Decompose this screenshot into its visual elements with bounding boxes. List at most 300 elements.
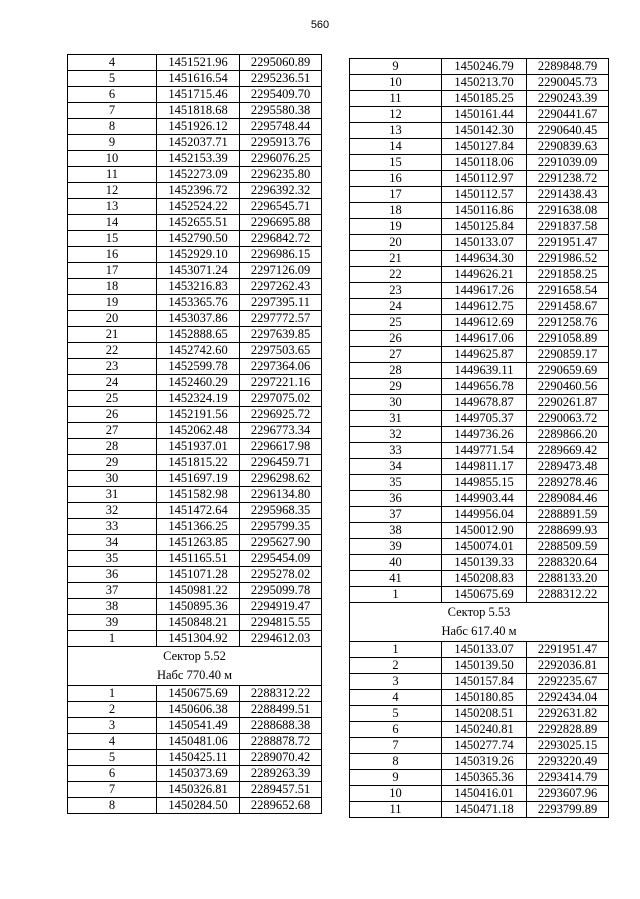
coord-x: 1451815.22 [157,455,240,471]
table-row [68,71,322,87]
table-row [350,722,609,738]
coord-x: 1449617.06 [442,331,527,347]
point-number: 1 [350,587,442,603]
coord-x: 1451263.85 [157,535,240,551]
coord-x: 1450125.84 [442,219,527,235]
coord-y: 2295454.09 [240,551,322,567]
coord-x: 1451715.46 [157,87,240,103]
table-row [68,87,322,103]
coord-x: 1449678.87 [442,395,527,411]
table-row [68,702,322,718]
point-number: 20 [350,235,442,251]
coord-x: 1451818.68 [157,103,240,119]
point-number: 36 [350,491,442,507]
sector-height-row [68,666,322,686]
table-row [68,55,322,71]
table-row [350,786,609,802]
coord-y: 2288509.59 [527,539,609,555]
point-number: 17 [68,263,157,279]
page-number: 560 [310,19,330,31]
coord-x: 1449771.54 [442,443,527,459]
coord-x: 1449705.37 [442,411,527,427]
sector-title: Сектор 5.52 [68,647,322,667]
coord-y: 2289866.20 [527,427,609,443]
point-number: 39 [350,539,442,555]
sector-height: Набс 617.40 м [350,622,609,642]
coord-x: 1452929.10 [157,247,240,263]
coord-y: 2289263.39 [240,766,322,782]
coord-y: 2291458.67 [527,299,609,315]
coord-y: 2296773.34 [240,423,322,439]
coord-y: 2289669.42 [527,443,609,459]
coord-y: 2297126.09 [240,263,322,279]
coord-x: 1449811.17 [442,459,527,475]
point-number: 22 [350,267,442,283]
coord-y: 2289473.48 [527,459,609,475]
point-number: 39 [68,615,157,631]
coord-y: 2294919.47 [240,599,322,615]
coord-x: 1450112.57 [442,187,527,203]
coord-x: 1450139.50 [442,658,527,674]
coord-x: 1452062.48 [157,423,240,439]
coord-y: 2290045.73 [527,75,609,91]
coord-y: 2289278.46 [527,475,609,491]
coord-x: 1452742.60 [157,343,240,359]
point-number: 17 [350,187,442,203]
point-number: 14 [68,215,157,231]
table-row [68,263,322,279]
coord-y: 2288688.38 [240,718,322,734]
coord-y: 2288320.64 [527,555,609,571]
coord-x: 1450365.36 [442,770,527,786]
point-number: 31 [68,487,157,503]
coord-x: 1450012.90 [442,523,527,539]
point-number: 23 [68,359,157,375]
point-number: 24 [350,299,442,315]
coord-y: 2291238.72 [527,171,609,187]
table-row [350,363,609,379]
coord-x: 1452396.72 [157,183,240,199]
coord-x: 1452273.09 [157,167,240,183]
point-number: 10 [350,75,442,91]
coord-x: 1450112.97 [442,171,527,187]
coord-x: 1450185.25 [442,91,527,107]
coord-y: 2295060.89 [240,55,322,71]
coord-x: 1453037.86 [157,311,240,327]
point-number: 9 [350,770,442,786]
left-sector-header [68,647,322,686]
coord-y: 2294815.55 [240,615,322,631]
coord-y: 2296545.71 [240,199,322,215]
coord-y: 2292631.82 [527,706,609,722]
coord-y: 2293414.79 [527,770,609,786]
table-row [350,91,609,107]
table-row [350,107,609,123]
point-number: 3 [68,718,157,734]
table-row [68,423,322,439]
table-row [68,183,322,199]
coord-y: 2297503.65 [240,343,322,359]
right-sector-header [350,603,609,642]
point-number: 33 [68,519,157,535]
table-row [68,503,322,519]
table-row [350,658,609,674]
coord-x: 1451937.01 [157,439,240,455]
table-row [350,475,609,491]
point-number: 6 [350,722,442,738]
coord-x: 1450425.11 [157,750,240,766]
coord-y: 2288312.22 [527,587,609,603]
coord-x: 1450208.51 [442,706,527,722]
table-row [68,407,322,423]
coord-x: 1450142.30 [442,123,527,139]
coord-y: 2297221.16 [240,375,322,391]
table-row [68,215,322,231]
table-row [68,798,322,814]
point-number: 27 [350,347,442,363]
table-row [350,235,609,251]
point-number: 29 [350,379,442,395]
coord-y: 2290839.63 [527,139,609,155]
coord-x: 1449956.04 [442,507,527,523]
coord-x: 1452153.39 [157,151,240,167]
point-number: 11 [68,167,157,183]
table-row [350,427,609,443]
point-number: 29 [68,455,157,471]
point-number: 8 [350,754,442,770]
point-number: 3 [350,674,442,690]
point-number: 24 [68,375,157,391]
coord-x: 1451521.96 [157,55,240,71]
right-table-block-1 [350,59,609,603]
table-row [68,631,322,647]
table-row [68,686,322,702]
coord-x: 1453365.76 [157,295,240,311]
coord-y: 2295913.76 [240,135,322,151]
coord-x: 1452655.51 [157,215,240,231]
table-row [350,139,609,155]
coord-y: 2290063.72 [527,411,609,427]
sector-title: Сектор 5.53 [350,603,609,623]
coord-x: 1450284.50 [157,798,240,814]
point-number: 41 [350,571,442,587]
table-row [350,507,609,523]
table-row [68,766,322,782]
table-row [68,455,322,471]
point-number: 18 [68,279,157,295]
coord-y: 2295627.90 [240,535,322,551]
point-number: 32 [350,427,442,443]
table-row [68,519,322,535]
table-row [68,119,322,135]
coord-x: 1450161.44 [442,107,527,123]
coord-x: 1450416.01 [442,786,527,802]
table-row [350,315,609,331]
coord-x: 1452790.50 [157,231,240,247]
point-number: 21 [350,251,442,267]
table-row [68,295,322,311]
point-number: 6 [68,766,157,782]
point-number: 38 [350,523,442,539]
coord-x: 1450373.69 [157,766,240,782]
coord-y: 2296695.88 [240,215,322,231]
point-number: 15 [350,155,442,171]
coord-x: 1450981.22 [157,583,240,599]
table-row [350,770,609,786]
table-row [350,219,609,235]
coord-x: 1450541.49 [157,718,240,734]
point-number: 34 [68,535,157,551]
coord-x: 1450895.36 [157,599,240,615]
point-number: 31 [350,411,442,427]
point-number: 23 [350,283,442,299]
point-number: 4 [350,690,442,706]
table-row [350,587,609,603]
table-row [350,706,609,722]
coord-y: 2288878.72 [240,734,322,750]
coord-y: 2288499.51 [240,702,322,718]
coord-y: 2290261.87 [527,395,609,411]
point-number: 33 [350,443,442,459]
coord-y: 2290640.45 [527,123,609,139]
table-row [68,615,322,631]
table-row [350,203,609,219]
point-number: 26 [350,331,442,347]
coord-x: 1452324.19 [157,391,240,407]
coord-y: 2288699.93 [527,523,609,539]
coord-x: 1450180.85 [442,690,527,706]
table-row [350,267,609,283]
coord-y: 2290859.17 [527,347,609,363]
table-row [350,299,609,315]
coord-x: 1450133.07 [442,642,527,658]
coord-y: 2295968.35 [240,503,322,519]
coord-y: 2288133.20 [527,571,609,587]
coord-x: 1451472.64 [157,503,240,519]
coord-x: 1450277.74 [442,738,527,754]
table-row [68,439,322,455]
point-number: 15 [68,231,157,247]
point-number: 30 [350,395,442,411]
table-row [68,135,322,151]
coord-x: 1451165.51 [157,551,240,567]
table-row [350,555,609,571]
coord-x: 1450157.84 [442,674,527,690]
point-number: 16 [68,247,157,263]
coord-x: 1449855.15 [442,475,527,491]
coord-x: 1450139.33 [442,555,527,571]
coord-y: 2295409.70 [240,87,322,103]
point-number: 40 [350,555,442,571]
table-row [68,231,322,247]
table-row [68,359,322,375]
table-row [68,567,322,583]
coord-x: 1449903.44 [442,491,527,507]
coord-x: 1450118.06 [442,155,527,171]
coord-y: 2291951.47 [527,642,609,658]
coord-y: 2296134.80 [240,487,322,503]
point-number: 20 [68,311,157,327]
table-row [68,247,322,263]
table-row [350,171,609,187]
sector-height-row [350,622,609,642]
point-number: 32 [68,503,157,519]
point-number: 9 [350,59,442,75]
table-row [68,151,322,167]
coord-x: 1452599.78 [157,359,240,375]
coord-x: 1449612.75 [442,299,527,315]
coord-y: 2289652.68 [240,798,322,814]
table-row [350,379,609,395]
coord-x: 1450208.83 [442,571,527,587]
table-row [350,443,609,459]
point-number: 11 [350,91,442,107]
point-number: 21 [68,327,157,343]
table-row [350,123,609,139]
coord-y: 2295799.35 [240,519,322,535]
coord-x: 1449634.30 [442,251,527,267]
coord-x: 1449625.87 [442,347,527,363]
point-number: 13 [350,123,442,139]
coord-y: 2295099.78 [240,583,322,599]
table-row [68,750,322,766]
table-row [350,283,609,299]
point-number: 19 [350,219,442,235]
table-row [350,347,609,363]
coord-x: 1450240.81 [442,722,527,738]
coord-x: 1452460.29 [157,375,240,391]
coord-x: 1449656.78 [442,379,527,395]
coord-y: 2296298.62 [240,471,322,487]
table-row [68,551,322,567]
coord-y: 2292235.67 [527,674,609,690]
right-table-block-2 [350,642,609,818]
table-row [68,782,322,798]
table-row [350,491,609,507]
coord-y: 2296842.72 [240,231,322,247]
table-row [68,343,322,359]
coord-y: 2288891.59 [527,507,609,523]
table-row [68,583,322,599]
coord-x: 1450326.81 [157,782,240,798]
coord-y: 2291058.89 [527,331,609,347]
coord-y: 2290441.67 [527,107,609,123]
coord-y: 2291858.25 [527,267,609,283]
coord-x: 1450848.21 [157,615,240,631]
point-number: 2 [68,702,157,718]
point-number: 5 [68,71,157,87]
table-row [350,571,609,587]
coord-y: 2289457.51 [240,782,322,798]
point-number: 14 [350,139,442,155]
coord-y: 2291438.43 [527,187,609,203]
coord-x: 1449617.26 [442,283,527,299]
point-number: 4 [68,734,157,750]
coord-y: 2293025.15 [527,738,609,754]
coord-y: 2291039.09 [527,155,609,171]
point-number: 38 [68,599,157,615]
coord-x: 1451071.28 [157,567,240,583]
table-row [68,311,322,327]
coord-x: 1453071.24 [157,263,240,279]
table-row [68,103,322,119]
table-row [68,391,322,407]
coord-y: 2290460.56 [527,379,609,395]
table-row [68,471,322,487]
table-row [350,251,609,267]
point-number: 37 [68,583,157,599]
point-number: 26 [68,407,157,423]
coord-y: 2292434.04 [527,690,609,706]
table-row [68,199,322,215]
coord-y: 2292828.89 [527,722,609,738]
point-number: 2 [350,658,442,674]
point-number: 5 [68,750,157,766]
point-number: 7 [68,782,157,798]
coord-x: 1451582.98 [157,487,240,503]
table-row [68,487,322,503]
coordinates-table-right [349,58,609,818]
coord-y: 2297262.43 [240,279,322,295]
point-number: 13 [68,199,157,215]
point-number: 1 [68,686,157,702]
coord-x: 1451304.92 [157,631,240,647]
coord-y: 2291638.08 [527,203,609,219]
table-row [350,690,609,706]
coord-x: 1451366.25 [157,519,240,535]
coord-x: 1450133.07 [442,235,527,251]
coord-y: 2297772.57 [240,311,322,327]
coord-x: 1450074.01 [442,539,527,555]
table-row [68,734,322,750]
coord-y: 2293607.96 [527,786,609,802]
coord-y: 2295748.44 [240,119,322,135]
coord-y: 2297364.06 [240,359,322,375]
point-number: 34 [350,459,442,475]
table-row [350,331,609,347]
table-row [350,155,609,171]
point-number: 1 [350,642,442,658]
point-number: 1 [68,631,157,647]
sector-height: Набс 770.40 м [68,666,322,686]
coord-x: 1450675.69 [157,686,240,702]
table-row [350,523,609,539]
table-row [68,375,322,391]
sector-title-row [68,647,322,667]
point-number: 12 [350,107,442,123]
coord-x: 1450481.06 [157,734,240,750]
coord-y: 2296392.32 [240,183,322,199]
coord-y: 2290659.69 [527,363,609,379]
table-row [68,327,322,343]
coord-x: 1449626.21 [442,267,527,283]
coord-x: 1450213.70 [442,75,527,91]
point-number: 28 [350,363,442,379]
coord-y: 2291258.76 [527,315,609,331]
point-number: 7 [68,103,157,119]
table-row [68,718,322,734]
coord-x: 1451616.54 [157,71,240,87]
coord-x: 1451697.19 [157,471,240,487]
point-number: 18 [350,203,442,219]
coord-x: 1450116.86 [442,203,527,219]
coord-y: 2295236.51 [240,71,322,87]
coord-x: 1449612.69 [442,315,527,331]
coord-y: 2295278.02 [240,567,322,583]
table-row [350,59,609,75]
coord-x: 1450246.79 [442,59,527,75]
point-number: 36 [68,567,157,583]
